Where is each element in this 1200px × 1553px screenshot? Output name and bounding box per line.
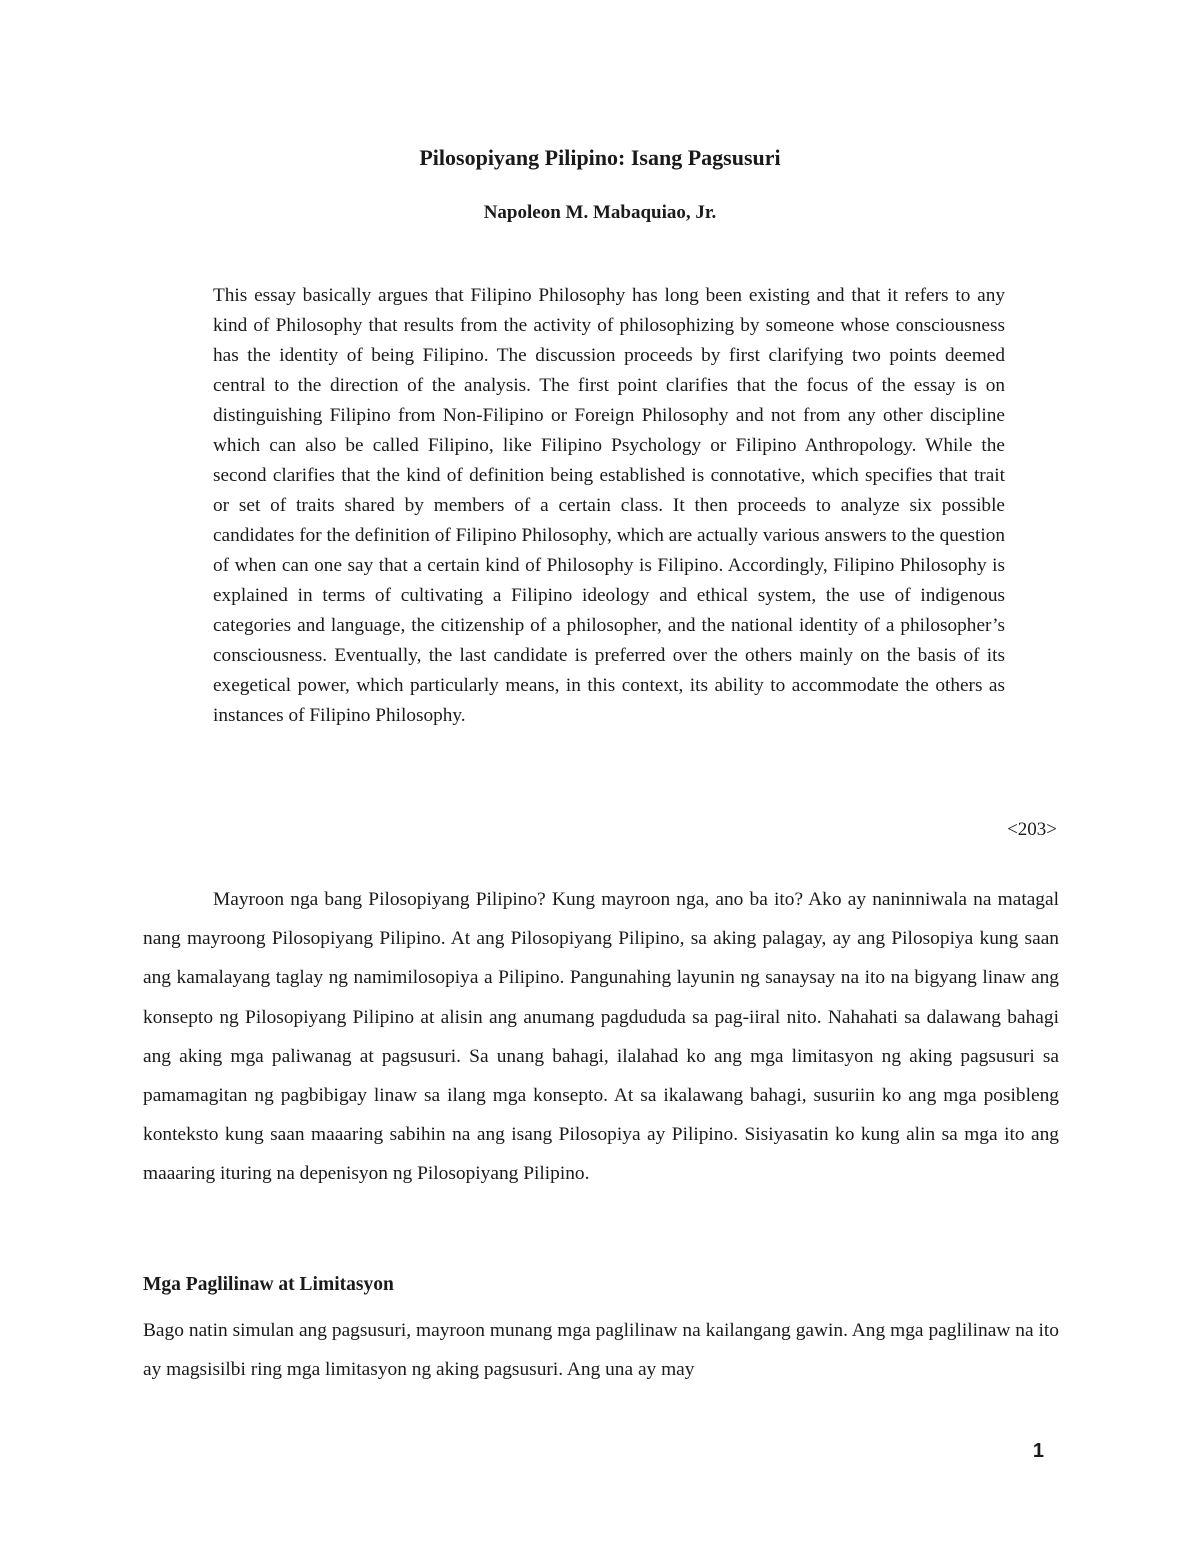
page-title: Pilosopiyang Pilipino: Isang Pagsusuri xyxy=(419,145,781,170)
page-reference: <203> xyxy=(1007,819,1057,840)
page-number: 1 xyxy=(1032,1440,1044,1462)
abstract-paragraph: This essay basically argues that Filipino Philosophy has long been existing and that it refers to any kind of Philosophy that results from the activity of philosophizing by someone whose consciousness has the identity of being Filipino. The discussion proceeds by first clarifying two points deemed central to the direction of the analysis. The first point clarifies that the focus of the essay is on distinguishing Filipino from Non-Filipino or Foreign Philosophy and not from any other discipline which can also be called Filipino, like Filipino Psychology or Filipino Anthropology. While the second clarifies that the kind of definition being established is connotative, which specifies that trait or set of traits shared by members of a certain class. It then proceeds to analyze six possible candidates for the definition of Filipino Philosophy, which are actually various answers to the question of when can one say that a certain kind of Philosophy is Filipino. Accordingly, Filipino Philosophy is explained in terms of cultivating a Filipino ideology and ethical system, the use of indigenous categories and language, the citizenship of a philosopher, and the national identity of a philosopher’s consciousness. Eventually, the last candidate is preferred over the others mainly on the basis of its exegetical power, which particularly means, in this context, its ability to accommodate the others as instances of Filipino Philosophy. xyxy=(213,285,1005,726)
author-name: Napoleon M. Mabaquiao, Jr. xyxy=(483,202,717,223)
section-heading: Mga Paglilinaw at Limitasyon xyxy=(143,1274,394,1295)
intro-paragraph: Mayroon nga bang Pilosopiyang Pilipino? Kung mayroon nga, ano ba ito? Ako ay naninniwala na matagal nang mayroong Pilosopiyang Pilipino. At ang Pilosopiyang Pilipino, sa aking palagay, ay ang Pilosopiya kung saan ang kamalayang taglay ng namimilosopiya a Pilipino. Pangunahing layunin ng sanaysay na ito na bigyang linaw ang konsepto ng Pilosopiyang Pilipino at alisin ang anumang pagdududa sa pag-iiral nito. Nahahati sa dalawang bahagi ang aking mga paliwanag at pagsusuri. Sa unang bahagi, ilalahad ko ang mga limitasyon ng aking pagsusuri sa pamamagitan ng pagbibigay linaw sa ilang mga konsepto. At sa ikalawang bahagi, susuriin ko ang mga posibleng konteksto kung saan maaaring sabihin na ang isang Pilosopiya ay Pilipino. Sisiyasatin ko kung alin sa mga ito ang maaaring ituring na depenisyon ng Pilosopiyang Pilipino. xyxy=(143,889,1059,1185)
section-paragraph: Bago natin simulan ang pagsusuri, mayroon munang mga paglilinaw na kailangang gawin. Ang mga paglilinaw na ito ay magsisilbi ring mga limitasyon ng aking pagsusuri. Ang una ay may xyxy=(143,1320,1059,1381)
